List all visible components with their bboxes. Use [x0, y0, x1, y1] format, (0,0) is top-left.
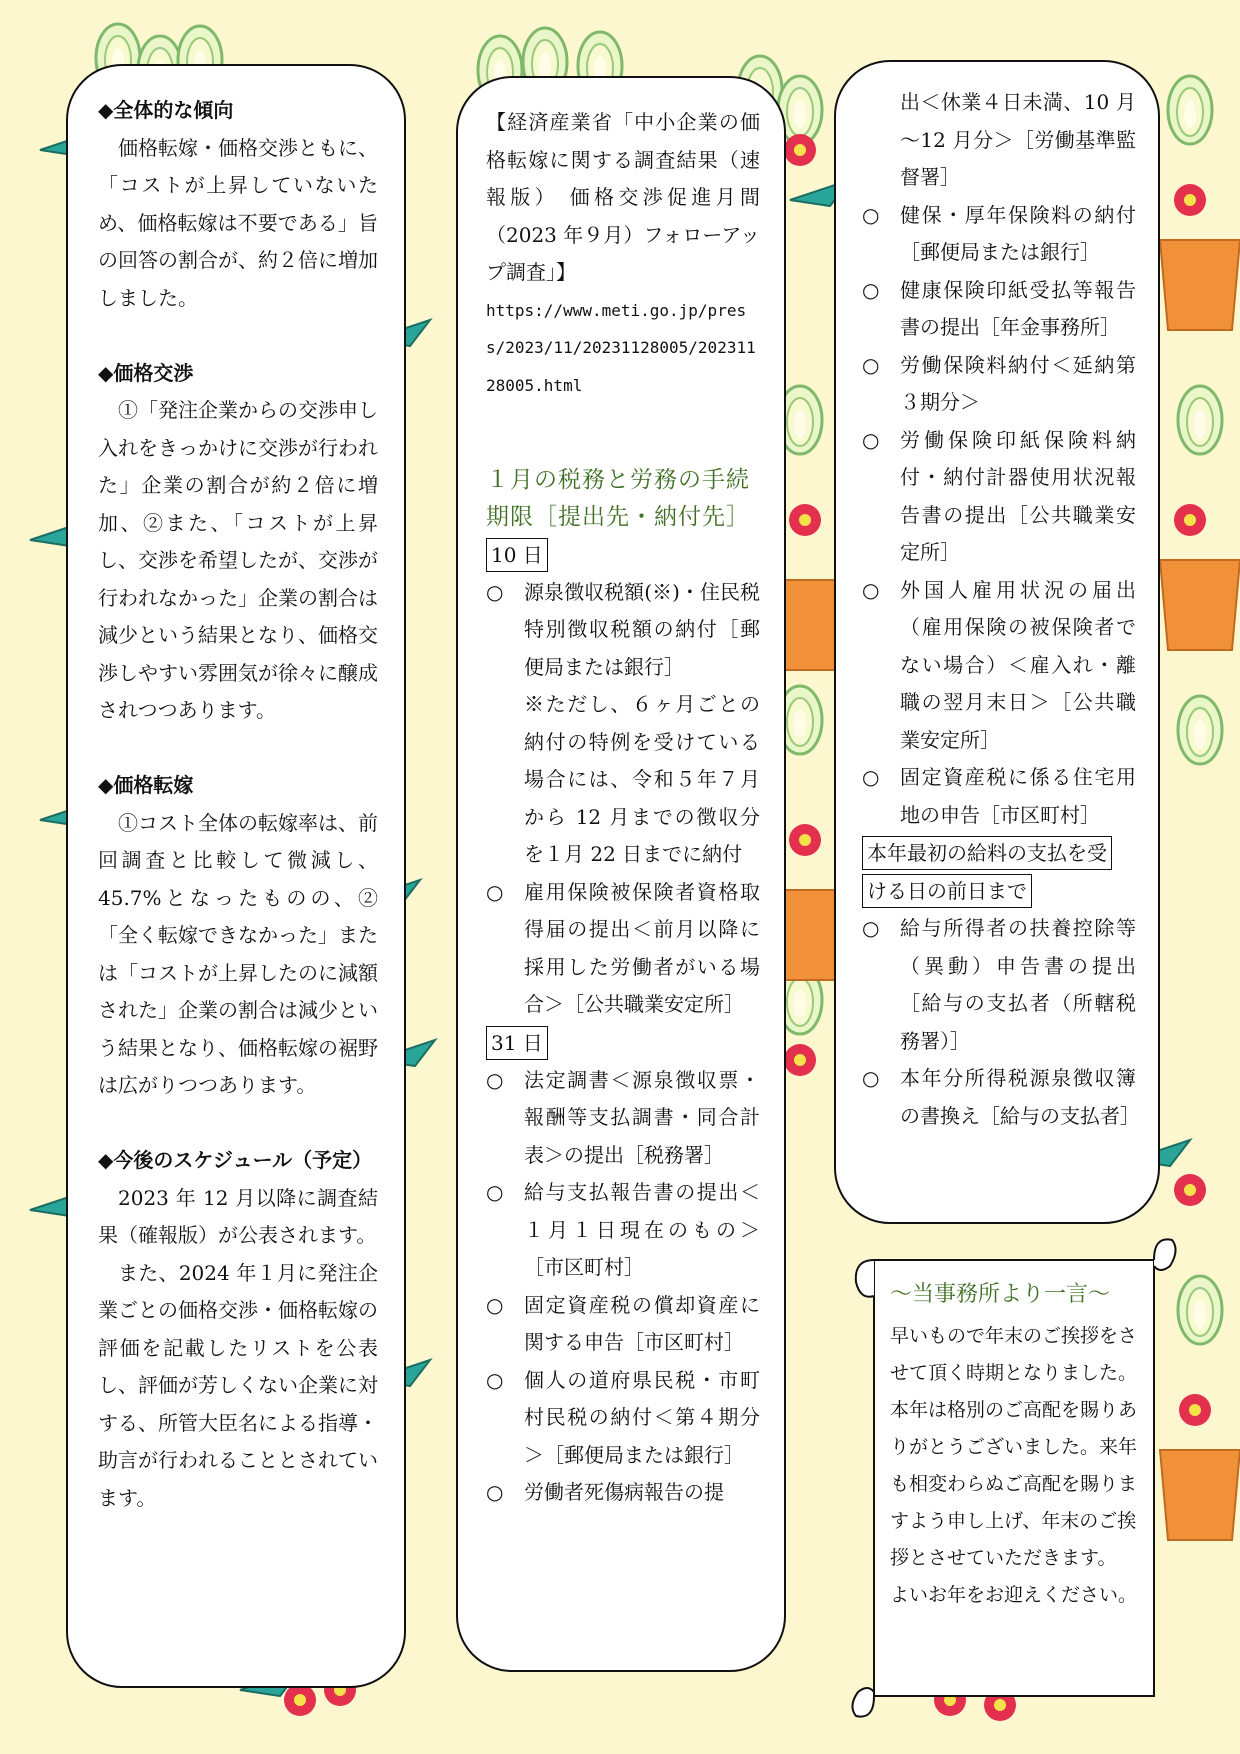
office-message-scroll: [834, 1236, 1180, 1720]
list-item: ○ 労働者死傷病報告の提: [486, 1474, 760, 1512]
heading-schedule: ◆今後のスケジュール（予定）: [98, 1148, 373, 1172]
paragraph-schedule-2: また、2024 年１月に発注企業ごとの価格交渉・価格転嫁の評価を記載したリストを公表し、評価が芳しくない企業に対する、所管大臣名による指導・助言が行われることとされています。: [98, 1260, 378, 1510]
source-url[interactable]: https://www.meti.go.jp/press/2023/11/20231128005/20231128005.html: [486, 300, 756, 395]
list-item: ○ 固定資産税の償却資産に関する申告［市区町村］: [486, 1287, 760, 1362]
column-right: [834, 60, 1160, 1224]
note-special-payment: ※ただし、６ヶ月ごとの納付の特例を受けている場合には、令和５年７月から 12 月までの徴収分を１月 22 日までに納付: [524, 692, 760, 866]
list-item: ○ 労働保険印紙保険料納付・納付計器使用状況報告書の提出［公共職業安定所］: [862, 422, 1136, 572]
items-31st-continued: [862, 197, 1136, 835]
list-item: ○ 健保・厚年保険料の納付［郵便局または銀行］: [862, 197, 1136, 272]
first-salary-label-line2: ける日の前日まで: [862, 874, 1032, 908]
list-item: ○ 健康保険印紙受払等報告書の提出［年金事務所］: [862, 272, 1136, 347]
list-item: ○ 個人の道府県民税・市町村民税の納付＜第４期分＞［郵便局または銀行］: [486, 1362, 760, 1475]
column-left: [66, 64, 406, 1688]
items-31st-list: [486, 1062, 760, 1512]
first-salary-label-line1: 本年最初の給料の支払を受: [862, 836, 1112, 870]
paragraph-price-pass-through: ①コスト全体の転嫁率は、前回調査と比較して微減し、45.7%となったものの、②「全く転嫁できなかった」または「コストが上昇したのに減額された」企業の割合は減少という結果となり、価格転嫁の裾野は広がりつつあります。: [98, 810, 378, 1097]
message-body: 早いもので年末のご挨拶をさせて頂く時期となりました。本年は格別のご高配を賜りありがとうございました。来年も相変わらぬご高配を賜りますよう申し上げ、年末のご挨拶とさせていただきます。: [890, 1325, 1138, 1569]
heading-price-negotiation: ◆価格交渉: [98, 360, 194, 385]
list-item: ○ 法定調書＜源泉徴収票・報酬等支払調書・同合計表＞の提出［税務署］: [486, 1062, 760, 1175]
column-middle: [456, 76, 786, 1672]
list-item: ○ 外国人雇用状況の届出（雇用保険の被保険者でない場合）＜雇入れ・離職の翌月末日＞［公共職業安定所］: [862, 572, 1136, 760]
list-item: ○ 雇用保険被保険者資格取得届の提出＜前月以降に採用した労働者がいる場合＞［公共職業安定所］: [486, 874, 760, 1024]
date-10th: 10 日: [486, 538, 548, 572]
list-item: ○ 労働保険料納付＜延納第３期分＞: [862, 347, 1136, 422]
paragraph-schedule-1: 2023 年 12 月以降に調査結果（確報版）が公表されます。: [98, 1185, 378, 1247]
list-item: ○ 給与支払報告書の提出＜１月１日現在のもの＞［市区町村］: [486, 1174, 760, 1287]
source-citation: 【経済産業省「中小企業の価格転嫁に関する調査結果（速報版） 価格交渉促進月間（2023 年９月）フォローアップ調査」】: [486, 110, 760, 284]
heading-price-pass-through: ◆価格転嫁: [98, 773, 194, 797]
list-item: ○ 本年分所得税源泉徴収簿の書換え［給与の支払者］: [862, 1060, 1136, 1135]
heading-overall-trend: ◆全体的な傾向: [98, 98, 234, 122]
paragraph-overall-trend: 価格転嫁・価格交渉ともに、「コストが上昇していないため、価格転嫁は不要である」旨の回答の割合が、約２倍に増加しました。: [98, 135, 378, 310]
list-item: ○ 給与所得者の扶養控除等（異動）申告書の提出［給与の支払者（所轄税務署）］: [862, 910, 1136, 1060]
message-closing: よいお年をお迎えください。: [890, 1584, 1138, 1606]
items-10th-list: [486, 574, 760, 1024]
paragraph-price-negotiation: ①「発注企業からの交渉申し入れをきっかけに交渉が行われた」企業の割合が約２倍に増加、②また、「コストが上昇し、交渉を希望したが、交渉が行われなかった」企業の割合は減少という結果となり、価格交渉しやすい雰囲気が徐々に醸成されつつあります。: [98, 398, 378, 722]
date-31st: 31 日: [486, 1026, 548, 1060]
continued-item: 出＜休業４日未満、10 月～12 月分＞［労働基準監督署］: [900, 90, 1136, 189]
items-first-salary: [862, 910, 1140, 1135]
list-item: ○ 源泉徴収税額(※)・住民税特別徴収税額の納付［郵便局または銀行］: [486, 574, 760, 687]
list-item: ○ 固定資産税に係る住宅用地の申告［市区町村］: [862, 759, 1136, 834]
message-title: ～当事務所より一言～: [890, 1282, 1111, 1307]
deadline-heading: １月の税務と労務の手続期限［提出先・納付先］: [486, 466, 750, 530]
